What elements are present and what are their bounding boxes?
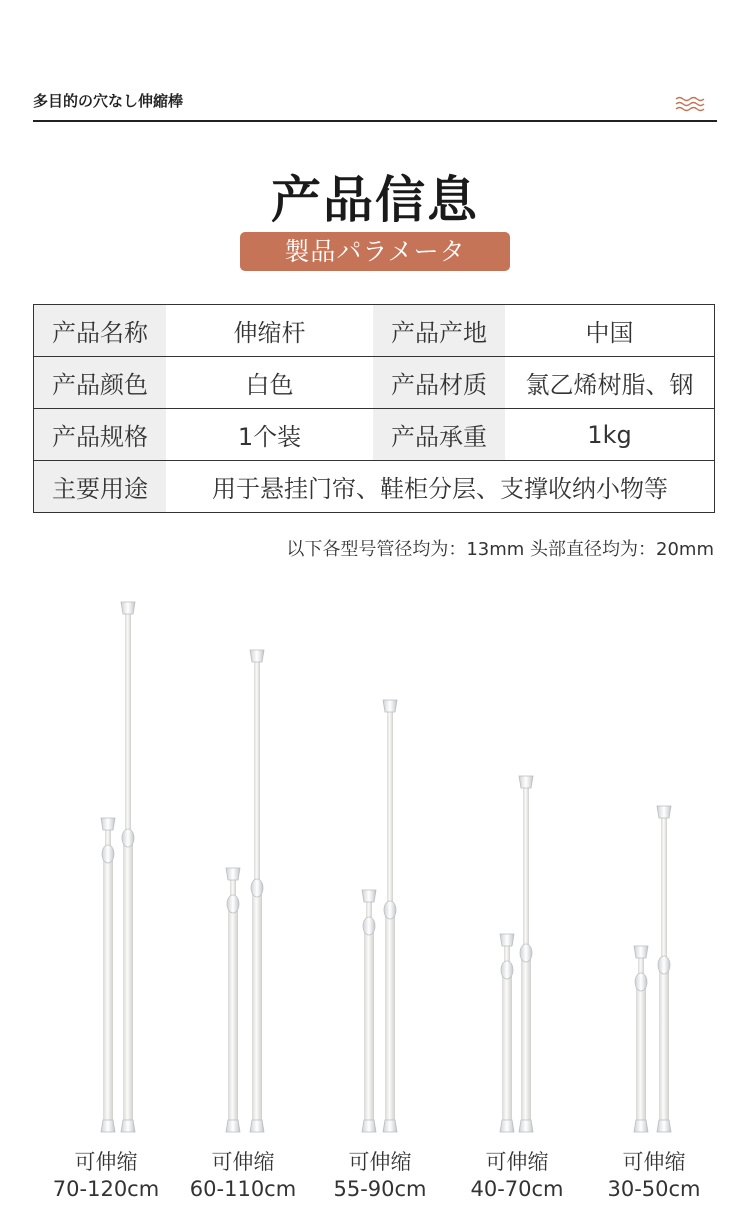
rod-cap [226,868,240,880]
rod-foot [500,1120,514,1132]
rod-outer-tube [123,838,133,1120]
rod-outer-tube [502,968,512,1120]
rod-cap [634,946,648,958]
rod-joint [501,961,513,979]
spec-value: 氯乙烯树脂、钢 [505,357,715,409]
rod-cap [362,890,376,902]
spec-key: 产品颜色 [34,357,167,409]
table-row [34,305,715,357]
rod-cap [101,818,115,830]
rod-foot [226,1120,240,1132]
model-range: 70-120cm [52,1177,160,1201]
model-label: 可伸缩 [348,1150,412,1174]
spec-value: 中国 [505,305,715,357]
rod-joint [520,944,532,962]
rod-inner-tube [523,788,529,953]
rod-joint [251,879,263,897]
rod-cap [519,776,533,788]
spec-key: 产品承重 [373,409,505,461]
model-label: 可伸缩 [485,1150,549,1174]
rod-foot [634,1120,648,1132]
wave-lines-icon [675,96,705,112]
rod-joint [102,845,114,863]
rod-outer-tube [364,924,374,1120]
rod-inner-tube [661,818,667,965]
rod-outer-tube [659,965,669,1120]
top-header-bar [33,90,717,122]
spec-value: 1kg [505,409,715,461]
rod-foot [657,1120,671,1132]
rod-joint [635,973,647,991]
model-range: 55-90cm [333,1177,427,1201]
spec-key: 产品名称 [34,305,167,357]
rod-inner-tube [387,712,393,910]
rod-joint [122,829,134,847]
model-caption [168,1149,318,1203]
model-caption [442,1149,592,1203]
model-label: 可伸缩 [211,1150,275,1174]
rod-foot [383,1120,397,1132]
rod-inner-tube [254,662,260,888]
rod-cap [121,602,135,614]
rod-cap [657,806,671,818]
spec-value: 白色 [166,357,373,409]
rod-outer-tube [228,902,238,1120]
spec-value: 用于悬挂门帘、鞋柜分层、支撑收纳小物等 [166,461,715,513]
model-range: 40-70cm [470,1177,564,1201]
rod-foot [101,1120,115,1132]
rod-foot [519,1120,533,1132]
rod-outer-tube [252,888,262,1120]
spec-key: 产品规格 [34,409,167,461]
rod-outer-tube [385,910,395,1120]
model-caption [305,1149,455,1203]
rods-illustration [0,580,750,1140]
rod-joint [384,901,396,919]
rod-cap [250,650,264,662]
spec-key: 产品产地 [373,305,505,357]
spec-note: 以下各型号管径均为：13mm 头部直径均为：20mm [286,539,714,560]
rod-cap [383,700,397,712]
spec-value: 1个装 [166,409,373,461]
subtitle-badge: 製品パラメータ [240,232,510,271]
spec-table [33,304,715,513]
rod-foot [362,1120,376,1132]
page-title: 产品信息 [271,171,479,229]
table-row [34,357,715,409]
rod-joint [363,917,375,935]
rod-foot [250,1120,264,1132]
rod-outer-tube [636,980,646,1120]
spec-key: 主要用途 [34,461,167,513]
rod-cap [500,934,514,946]
spec-value: 伸缩杆 [166,305,373,357]
rod-inner-tube [125,614,131,838]
table-row [34,461,715,513]
model-caption [579,1149,729,1203]
rod-foot [121,1120,135,1132]
model-label: 可伸缩 [622,1150,686,1174]
rod-joint [227,895,239,913]
model-label: 可伸缩 [74,1150,138,1174]
model-caption [31,1149,181,1203]
rod-joint [658,956,670,974]
rod-outer-tube [521,953,531,1120]
spec-key: 产品材质 [373,357,505,409]
model-range: 30-50cm [607,1177,701,1201]
model-range: 60-110cm [189,1177,297,1201]
rod-outer-tube [103,852,113,1120]
brand-title: 多目的の穴なし伸縮棒 [33,92,184,110]
table-row [34,409,715,461]
